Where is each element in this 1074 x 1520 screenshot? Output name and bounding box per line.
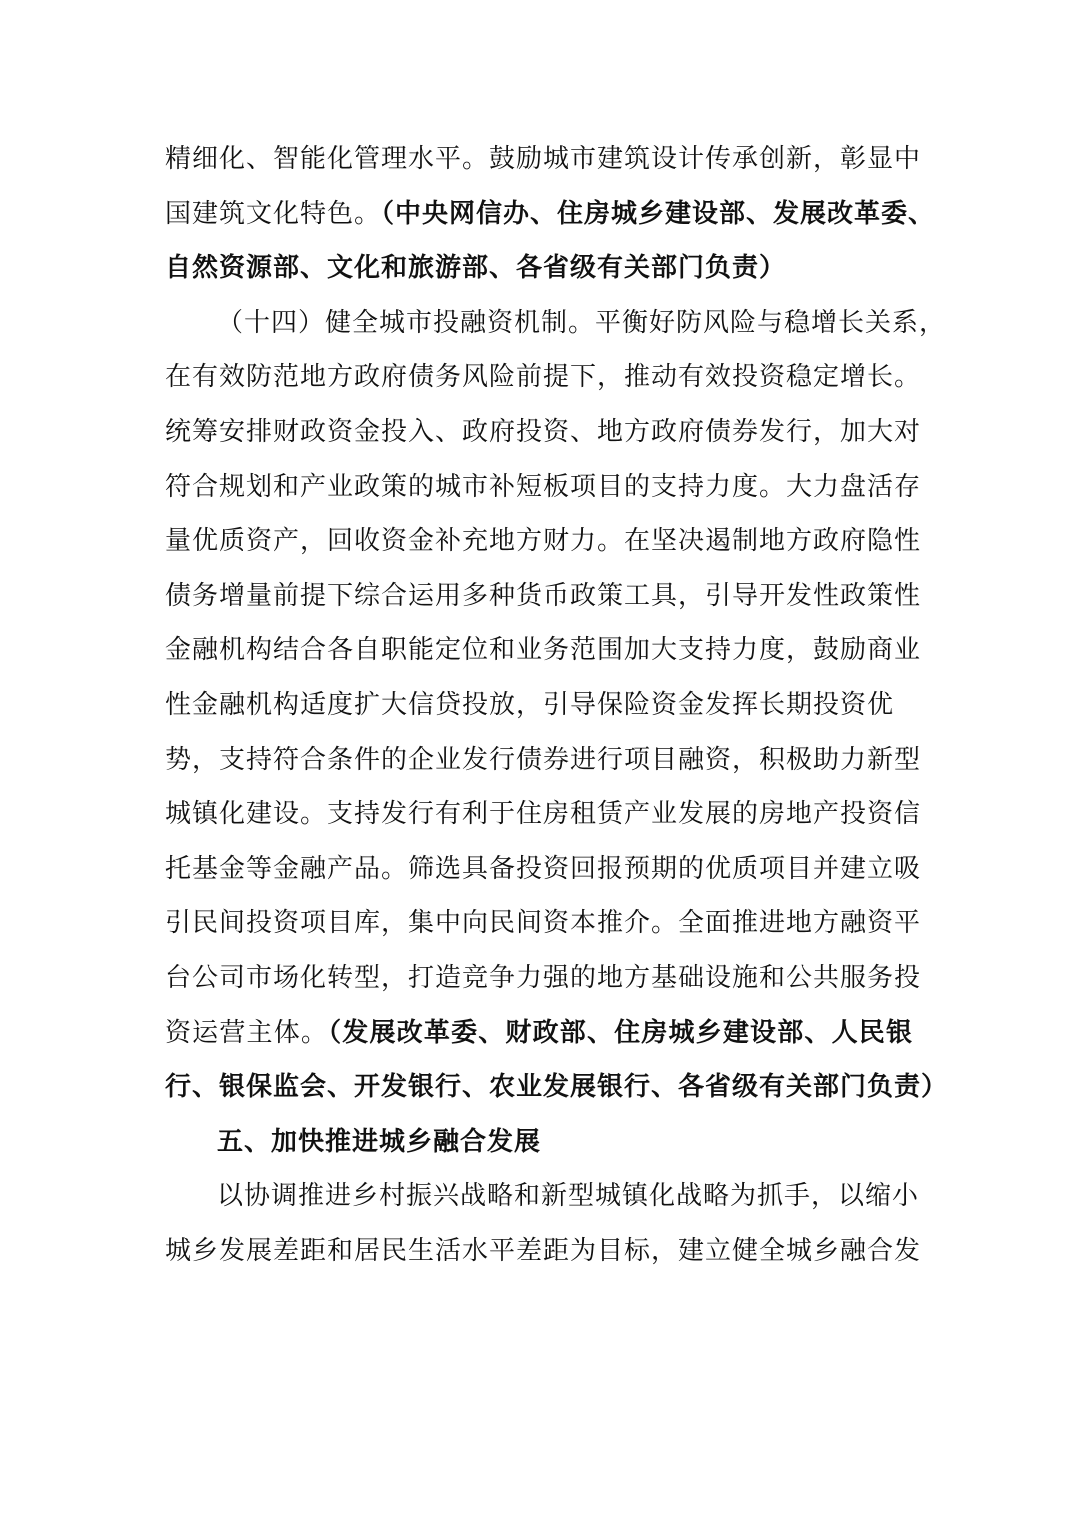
body-text: 势，支持符合条件的企业发行债券进行项目融资，积极助力新型: [165, 744, 922, 775]
chapter-heading: [165, 1115, 913, 1170]
text-line: [165, 187, 936, 242]
body-text: 国建筑文化特色。: [165, 198, 382, 229]
body-text: 统筹安排财政资金投入、政府投资、地方政府债券发行，加大对: [165, 416, 922, 447]
text-line: [165, 569, 922, 624]
text-line: [165, 460, 922, 515]
body-text: 托基金等金融产品。筛选具备投资回报预期的优质项目并建立吸: [165, 853, 922, 884]
body-text: 资运营主体。: [165, 1017, 329, 1048]
body-text: 符合规划和产业政策的城市补短板项目的支持力度。大力盘活存: [165, 471, 922, 502]
text-line: [165, 1169, 920, 1224]
text-line: [165, 678, 913, 733]
text-line: [165, 951, 922, 1006]
body-text: 引民间投资项目库，集中向民间资本推介。全面推进地方融资平: [165, 908, 922, 939]
responsible-departments: 行、银保监会、开发银行、农业发展银行、各省级有关部门负责）: [165, 1072, 949, 1103]
body-text: 性金融机构适度扩大信贷投放，引导保险资金发挥长期投资优: [165, 689, 895, 720]
body-text: 城镇化建设。支持发行有利于住房租赁产业发展的房地产投资信: [165, 799, 922, 830]
body-text: 量优质资产，回收资金补充地方财力。在坚决遏制地方政府隐性: [165, 526, 922, 557]
body-text: （十四）健全城市投融资机制。平衡好防风险与稳增长关系，: [217, 307, 947, 338]
text-line: [165, 787, 922, 842]
text-line: [165, 896, 922, 951]
body-text: 在有效防范地方政府债务风险前提下，推动有效投资稳定增长。: [165, 362, 922, 393]
text-line: [165, 405, 922, 460]
body-text: 城乡发展差距和居民生活水平差距为目标，建立健全城乡融合发: [165, 1235, 922, 1266]
text-line: [165, 1060, 949, 1115]
text-line: [165, 132, 922, 187]
responsible-departments: （中央网信办、住房城乡建设部、发展改革委、: [381, 198, 936, 229]
text-line: [165, 514, 922, 569]
text-line: [165, 623, 922, 678]
text-line: [165, 733, 922, 788]
text-line: [165, 350, 922, 405]
body-text: 金融机构结合各自职能定位和业务范围加大支持力度，鼓励商业: [165, 635, 922, 666]
text-line: [165, 241, 913, 296]
heading-text: 五、加快推进城乡融合发展: [217, 1126, 542, 1157]
text-line: [165, 842, 922, 897]
body-text: 精细化、智能化管理水平。鼓励城市建筑设计传承创新，彰显中: [165, 144, 922, 174]
text-line: [165, 1006, 913, 1061]
body-text: 台公司市场化转型，打造竞争力强的地方基础设施和公共服务投: [165, 962, 922, 993]
text-line: [165, 1224, 922, 1279]
section-heading-line: [165, 296, 947, 351]
body-text: 以协调推进乡村振兴战略和新型城镇化战略为抓手，以缩小: [217, 1181, 920, 1212]
body-text: 债务增量前提下综合运用多种货币政策工具，引导开发性政策性: [165, 580, 922, 611]
responsible-departments: （发展改革委、财政部、住房城乡建设部、人民银: [328, 1017, 913, 1048]
responsible-departments: 自然资源部、文化和旅游部、各省级有关部门负责）: [165, 253, 787, 284]
document-page: [165, 132, 949, 1278]
